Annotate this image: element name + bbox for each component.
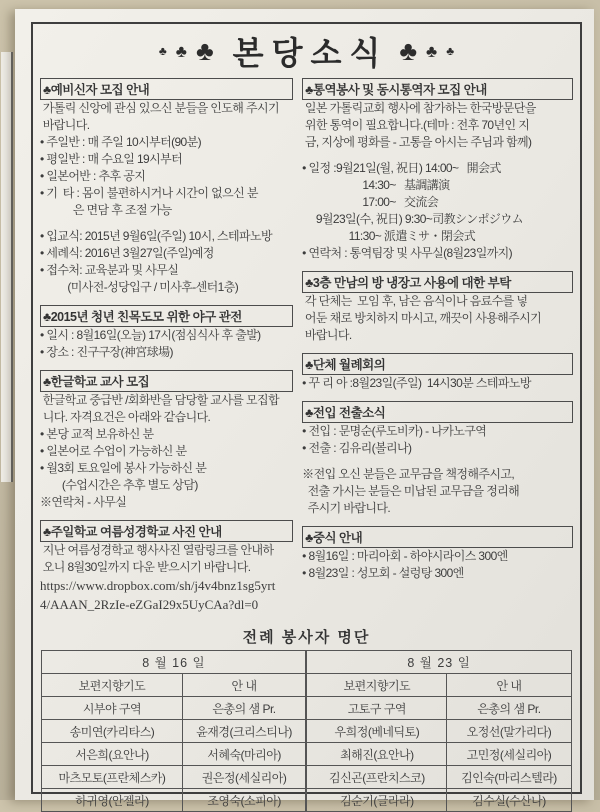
text-line: • 세례식: 2016년 3월27일(주일)예정: [40, 246, 214, 260]
roster-cell: 송미연(카리타스): [42, 720, 182, 743]
section-title: ♣통역봉사 및 동시통역자 모집 안내: [302, 78, 573, 100]
roster-row: [42, 697, 571, 720]
text-line: 니다. 자격요건은 아래와 같습니다.: [40, 410, 211, 424]
text-line: • 8월16일 : 마리아회 - 하야시라이스 300엔: [302, 549, 508, 563]
roster-cell: 하귀영(안젤라): [42, 789, 182, 812]
text-line: • 일본어로 수업이 가능하신 분: [40, 444, 187, 458]
roster-cell: 안 내: [182, 674, 306, 697]
roster-cell: 안 내: [447, 674, 571, 697]
roster-date-row: [42, 651, 571, 674]
text-line: 위한 통역이 필요합니다.(테마 : 전후 70년인 지: [302, 118, 530, 132]
news-section: [302, 353, 573, 392]
roster-cell: 고토구 구역: [306, 697, 446, 720]
roster-row: [42, 674, 571, 697]
roster-row: [42, 789, 571, 812]
club-icon: ♣: [175, 41, 187, 61]
text-line: ※연락처 - 사무실: [40, 495, 127, 509]
bulletin-page: [15, 9, 594, 808]
club-icon: ♣: [399, 35, 418, 66]
text-line: • 평일반 : 매 수요일 19시부터: [40, 152, 183, 166]
roster-date-header: 8 월 16 일: [42, 651, 307, 674]
roster-row: [42, 743, 571, 766]
news-section: [40, 305, 293, 361]
roster-cell: 권은정(세실리아): [182, 766, 306, 789]
text-line: 4/AAAN_2RzIe-eZGaI29x5UyCAa?dl=0: [40, 597, 259, 612]
roster-cell: 윤재경(크리스티나): [182, 720, 306, 743]
news-section: [302, 271, 573, 344]
news-section: [40, 370, 293, 511]
roster-cell: 조영숙(소피아): [182, 789, 306, 812]
text-line: (수업시간은 추후 별도 상담): [40, 478, 198, 492]
roster-cell: 고민정(세실리아): [447, 743, 571, 766]
roster-title: 전례 봉사자 명단: [242, 629, 371, 646]
club-icon: ♣: [195, 35, 214, 66]
section-title: ♣예비신자 모집 안내: [40, 78, 293, 100]
news-columns: [40, 78, 573, 623]
text-line: ※전입 오신 분들은 교무금을 책정해주시고,: [302, 467, 515, 481]
text-line: • 연락처 : 통역팀장 및 사무실(8월23일까지): [302, 246, 513, 260]
text-line: 일본 가톨릭교회 행사에 참가하는 한국방문단을: [302, 101, 536, 115]
section-title: ♣한글학교 교사 모집: [40, 370, 293, 392]
text-line: • 입교식: 2015년 9월6일(주일) 10시, 스테파노방: [40, 229, 273, 243]
text-line: • 8월23일 : 성모회 - 설렁탕 300엔: [302, 566, 464, 580]
underlying-paper-edge: [1, 52, 13, 482]
roster-cell: 은총의 샘 Pr.: [182, 697, 306, 720]
roster-table: [41, 650, 571, 812]
text-line: 가톨릭 신앙에 관심 있으신 분들을 인도해 주시기: [40, 101, 279, 115]
page-title: 본당소식: [232, 35, 389, 71]
text-line: 11:30~ 派遣ミサ・閉会式: [302, 229, 476, 243]
roster-cell: 보편지향기도: [42, 674, 182, 697]
roster-cell: 보편지향기도: [306, 674, 446, 697]
news-section: [302, 526, 573, 582]
roster-cell: 최해진(요안나): [306, 743, 446, 766]
text-line: • 일정 :9월21일(월, 祝日) 14:00~ 開会式: [302, 161, 501, 175]
text-line: 지난 여름성경학교 행사사진 열람링크를 안내하: [40, 543, 274, 557]
roster-cell: 서혜숙(마리아): [182, 743, 306, 766]
text-line: • 꾸 리 아 :8월23일(주일) 14시30분 스테파노방: [302, 376, 531, 390]
text-line: • 본당 교적 보유하신 분: [40, 427, 154, 441]
text-line: • 전출 : 김유리(볼리나): [302, 441, 412, 455]
roster-row: [42, 766, 571, 789]
text-line: 어둔 채로 방치하지 마시고, 깨끗이 사용해주시기: [302, 311, 542, 325]
section-title: ♣전입 전출소식: [302, 401, 573, 423]
text-line: • 월3회 토요일에 봉사 가능하신 분: [40, 461, 207, 475]
roster-cell: 시부야 구역: [42, 697, 182, 720]
news-section: [302, 401, 573, 517]
news-section: [40, 78, 293, 296]
text-line: 오니 8월30일까지 다운 받으시기 바랍니다.: [40, 560, 251, 574]
section-title: ♣중식 안내: [302, 526, 573, 548]
club-icon: ♣: [158, 44, 167, 58]
roster-cell: 서은희(요안나): [42, 743, 182, 766]
line-spacer: [302, 457, 573, 466]
content-frame: [31, 22, 582, 808]
text-line: 은 면담 후 조절 가능: [40, 203, 172, 217]
left-column: [40, 78, 293, 623]
text-line: https://www.dropbox.com/sh/j4v4bnz1sg5yrt: [40, 578, 276, 593]
roster-cell: 오정선(말가리다): [447, 720, 571, 743]
roster-row: [42, 720, 571, 743]
section-title: ♣단체 월례회의: [302, 353, 573, 375]
club-icon: ♣: [446, 44, 455, 58]
section-title: ♣주일학교 여름성경학교 사진 안내: [40, 520, 293, 542]
roster-cell: 김수실(수산나): [447, 789, 571, 812]
text-line: • 기 타 : 몸이 불편하시거나 시간이 없으신 분: [40, 186, 258, 200]
text-line: 바랍니다.: [302, 328, 352, 342]
right-column: [302, 78, 573, 591]
roster-cell: 은총의 샘 Pr.: [447, 697, 571, 720]
text-line: • 일시 : 8월16일(오늘) 17시(점심식사 후 출발): [40, 328, 261, 342]
text-line: • 주일반 : 매 주일 10시부터(90분): [40, 135, 202, 149]
roster-cell: 김인숙(마리스텔라): [447, 766, 571, 789]
roster-cell: 우희정(베네딕토): [306, 720, 446, 743]
club-icon: ♣: [426, 41, 438, 61]
section-title: ♣3층 만남의 방 냉장고 사용에 대한 부탁: [302, 271, 573, 293]
text-line: 전출 가시는 분들은 미납된 교무금을 정리해: [302, 484, 520, 498]
text-line: • 전입 : 문명순(루도비카) - 나카노구역: [302, 424, 487, 438]
section-title: ♣2015년 청년 친목도모 위한 야구 관전: [40, 305, 293, 327]
news-section: [302, 78, 573, 262]
text-line: 각 단체는 모임 후, 남은 음식이나 음료수를 넣: [302, 294, 528, 308]
text-line: 한글학교 중급반 /회화반을 담당할 교사를 모집합: [40, 393, 279, 407]
text-line: 17:00~ 交流会: [302, 195, 439, 209]
roster-cell: 마츠모토(프란체스카): [42, 766, 182, 789]
text-line: • 장소 : 진구구장(神宮球場): [40, 345, 173, 359]
newsletter-title-bar: [40, 24, 573, 78]
text-line: 9월23일(수, 祝日) 9:30~司教シンポジウム: [302, 212, 523, 226]
text-line: • 접수처: 교육분과 및 사무실: [40, 263, 179, 277]
roster-cell: 김순기(글라라): [306, 789, 446, 812]
text-line: • 일본어반 : 추후 공지: [40, 169, 146, 183]
text-line: 바랍니다.: [40, 118, 90, 132]
liturgy-roster: [40, 624, 573, 812]
roster-date-header: 8 월 23 일: [306, 651, 571, 674]
line-spacer: [302, 151, 573, 160]
line-spacer: [40, 219, 293, 228]
roster-cell: 김신곤(프란치스코): [306, 766, 446, 789]
text-line: 금, 지상에 평화를 - 고통을 아시는 주님과 함께): [302, 135, 532, 149]
news-section: [40, 520, 293, 614]
text-line: 주시기 바랍니다.: [302, 501, 391, 515]
text-line: (미사전-성당입구 / 미사후-센터1층): [40, 280, 239, 294]
text-line: 14:30~ 基調講演: [302, 178, 450, 192]
